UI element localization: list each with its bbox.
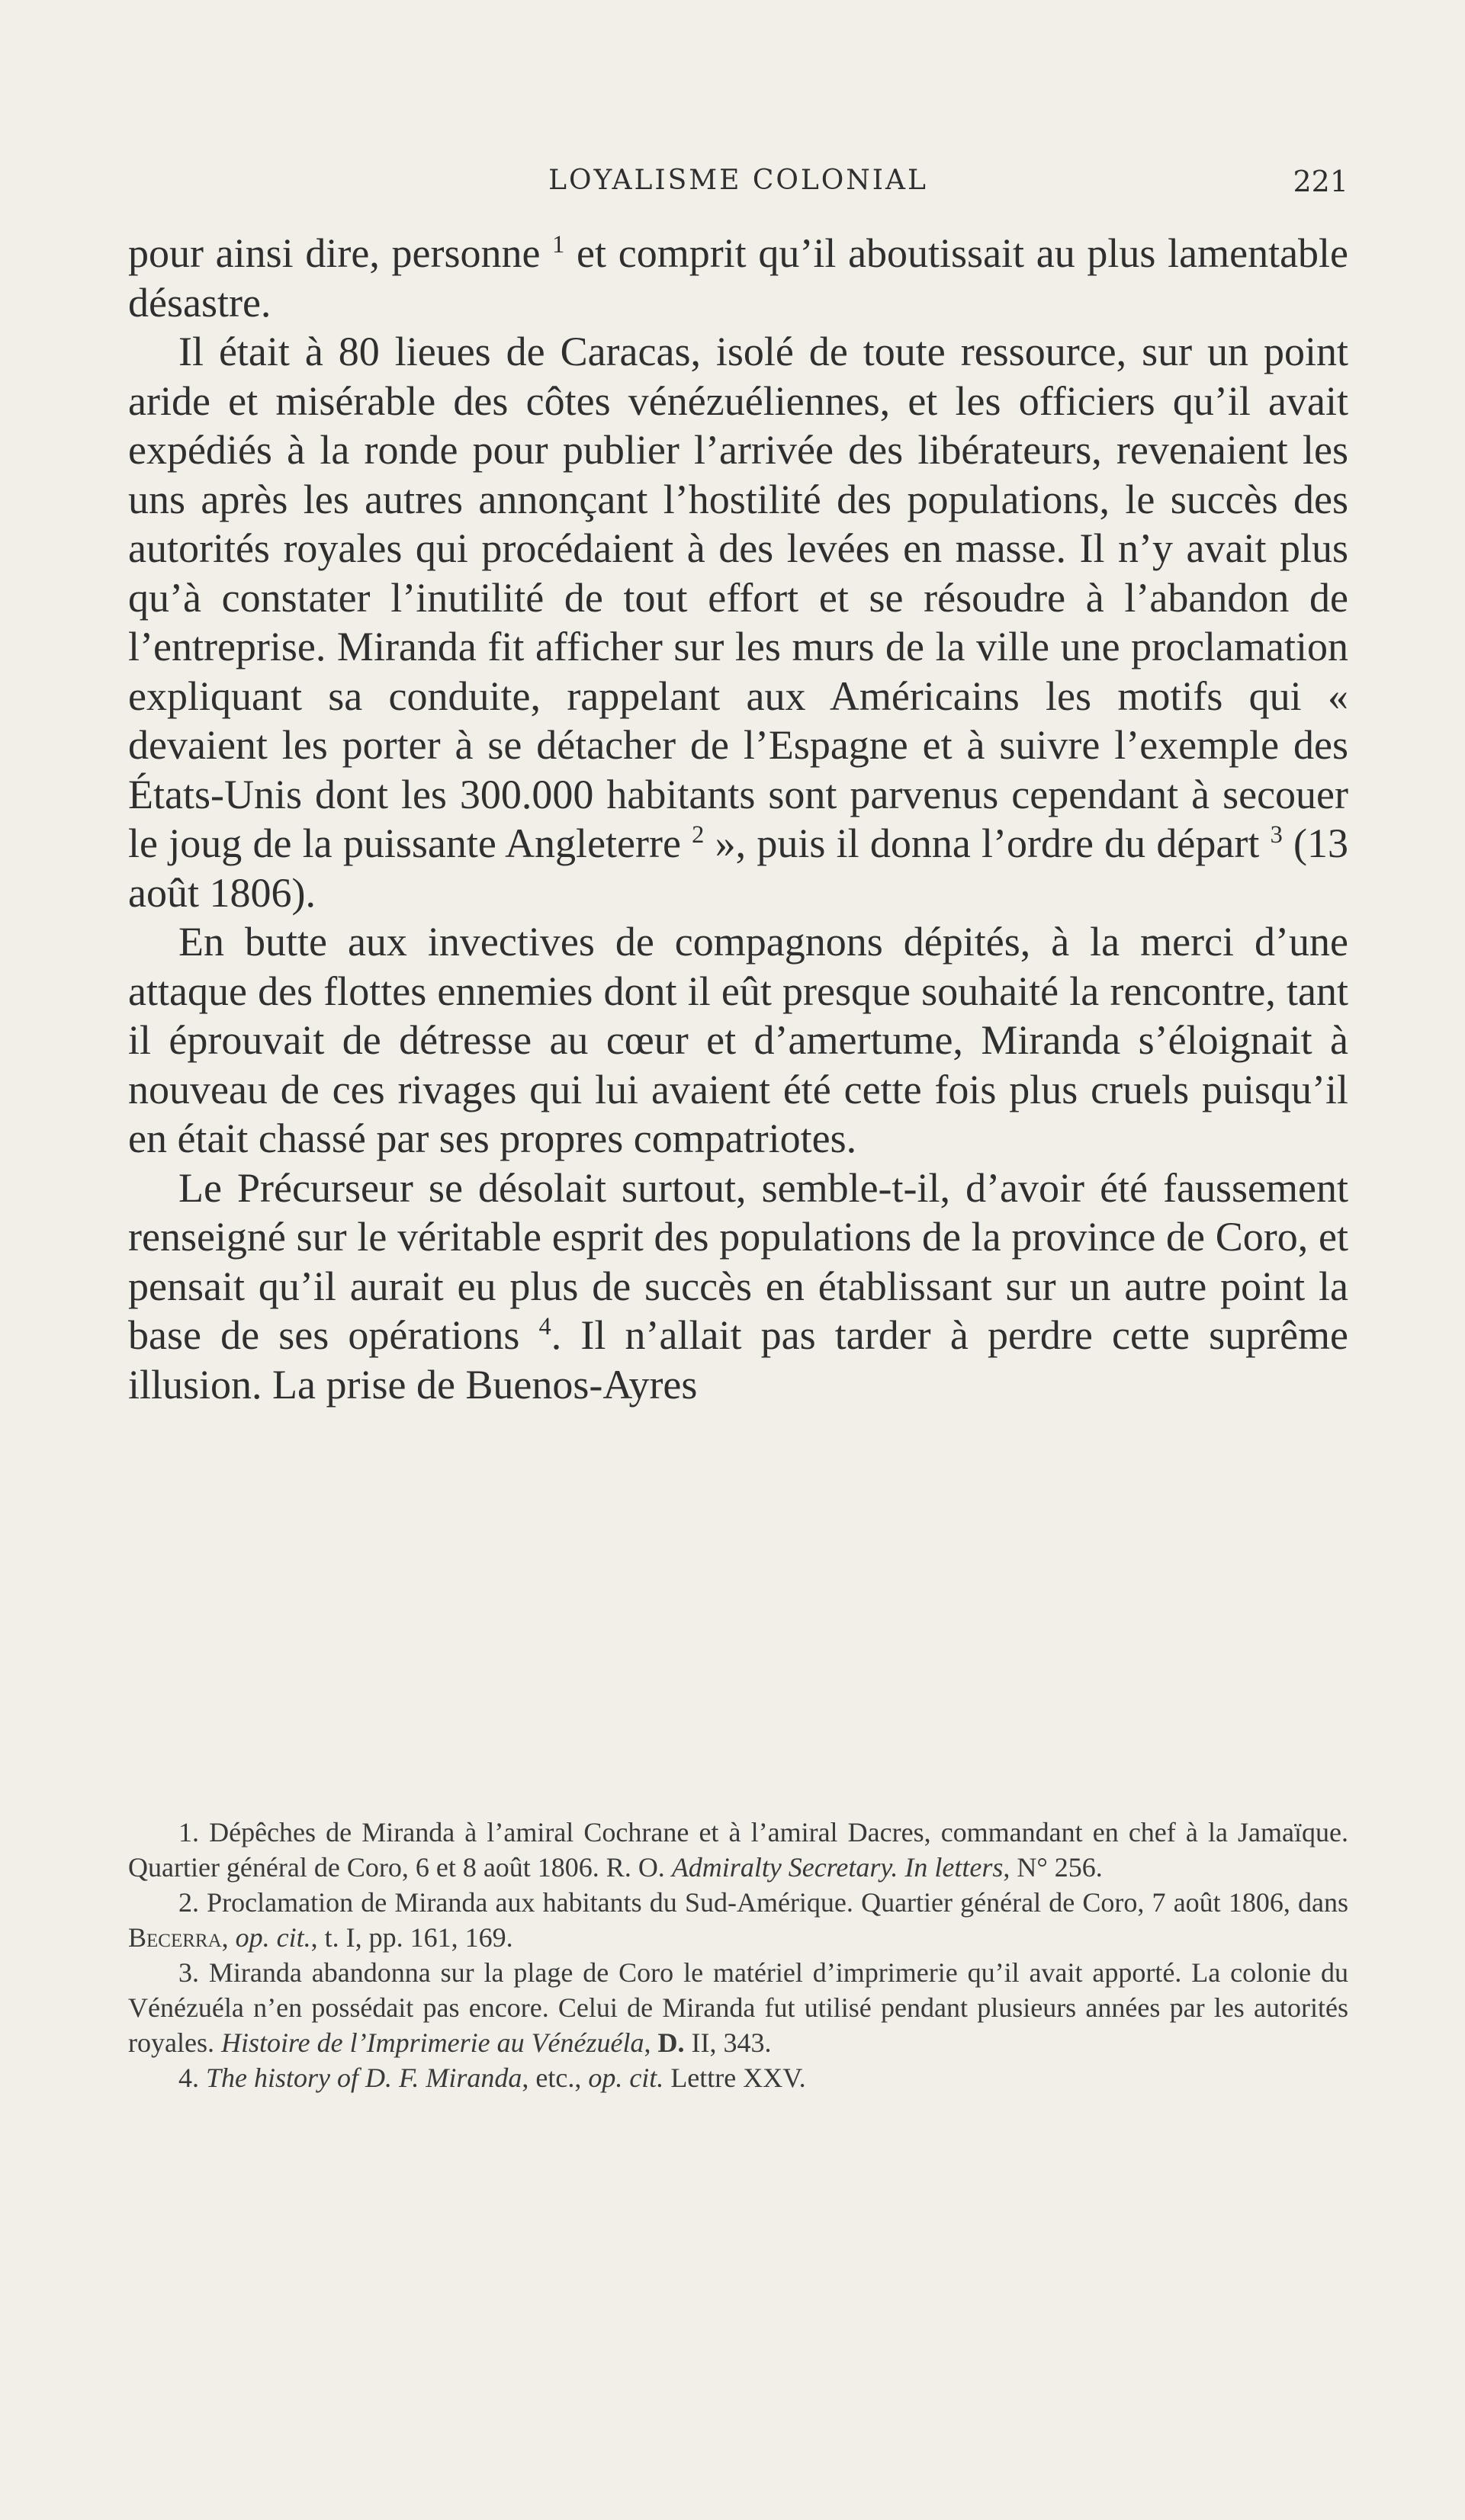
- footnote-4: [128, 2060, 1348, 2095]
- p2-text-c: (13 août 1806).: [128, 820, 1348, 916]
- footnote-4-opcit: op. cit.: [588, 2063, 664, 2093]
- p4-text-a: Le Précurseur se désolait surtout, semble-t-il, d’avoir été faussement renseigné sur le véritable esprit des populations de la province de Coro, et pensait qu’il aurait eu plus de succès en établissant sur un autre point la base de ses opérations: [128, 1164, 1348, 1358]
- running-head: [128, 160, 1348, 206]
- footnote-2-end: , t. I, pp. 161, 169.: [310, 1922, 513, 1953]
- footnote-1-end: , N° 256.: [1003, 1852, 1103, 1883]
- footnote-1: [128, 1815, 1348, 1885]
- footnote-3-end: II, 343.: [684, 2027, 772, 2058]
- footnote-2-sep: ,: [221, 1922, 236, 1953]
- footnote-2-opcit: op. cit.: [235, 1922, 311, 1953]
- paragraph-3: En butte aux invectives de compagnons dépités, à la merci d’une attaque des flottes ennemies dont il eût presque souhaité la rencontre, tant il éprouvait de détresse au cœur et d’amertume, Miranda s’éloignait à nouveau de ces rivages qui lui avaient été cette fois plus cruels puisqu’il en était chassé par ses propres compatriotes.: [128, 919, 1348, 1161]
- footnote-2: [128, 1885, 1348, 1955]
- p2-text-a: Il était à 80 lieues de Caracas, isolé de toute ressource, sur un point aride et misérable des côtes vénézuéliennes, et les officiers qu’il avait expédiés à la ronde pour publier l’arrivée des libérateurs, revenaient les uns après les autres annonçant l’hostilité des populations, le succès des autorités royales qui procédaient à des levées en masse. Il n’y avait plus qu’à constater l’inutilité de tout effort et se résoudre à l’abandon de l’entreprise. Miranda fit afficher sur les murs de la ville une proclamation expliquant sa conduite, rappelant aux Américains les motifs qui « devaient les porter à se détacher de l’Espagne et à suivre l’exemple des États-Unis dont les 300.000 habitants sont parvenus cependant à secouer le joug de la puissante Angleterre: [128, 329, 1348, 866]
- footnote-3-volume: D.: [657, 2027, 685, 2058]
- footnote-1-text: 1. Dépêches de Miranda à l’amiral Cochrane et à l’amiral Dacres, commandant en chef à la Jamaïque. Quartier général de Coro, 6 et 8 août 1806. R. O.: [128, 1817, 1348, 1883]
- footnote-2-text: 2. Proclamation de Miranda aux habitants du Sud-Amérique. Quartier général de Coro, 7 août 1806, dans: [178, 1887, 1348, 1918]
- paragraph-1: [128, 229, 1348, 327]
- footnote-3: [128, 1955, 1348, 2060]
- footnote-1-source: Admiralty Secretary. In letters: [671, 1852, 1004, 1883]
- p1-text-b: et comprit qu’il aboutissait au plus lamentable désastre.: [128, 230, 1349, 326]
- footnote-ref-2: 2: [692, 821, 705, 849]
- running-title: LOYALISME COLONIAL: [548, 165, 928, 196]
- paragraph-4: [128, 1164, 1348, 1410]
- footnote-4-mid: , etc.,: [522, 2063, 589, 2093]
- p2-text-b: », puis il donna l’ordre du départ: [704, 820, 1260, 866]
- page-number: 221: [1293, 165, 1348, 198]
- p4-text-b: . Il n’allait pas tarder à perdre cette suprême illusion. La prise de Buenos-Ayres: [128, 1312, 1349, 1408]
- body-text: [128, 229, 1348, 1409]
- p1-text-a: pour ainsi dire, personne: [128, 230, 541, 276]
- paragraph-2: [128, 327, 1348, 917]
- footnote-ref-4: 4: [538, 1313, 551, 1340]
- footnote-3-sep: ,: [644, 2027, 658, 2058]
- footnote-4-end: Lettre XXV.: [663, 2063, 806, 2093]
- footnote-ref-3: 3: [1270, 821, 1283, 849]
- footnote-4-num: 4.: [178, 2063, 206, 2093]
- footnotes: [128, 1815, 1348, 2095]
- footnote-ref-1: 1: [552, 231, 565, 258]
- footnote-2-author: Becerra: [128, 1922, 222, 1953]
- footnote-3-text: 3. Miranda abandonna sur la plage de Coro le matériel d’imprimerie qu’il avait apporté. La colonie du Vénézuéla n’en possédait pas encore. Celui de Miranda fut utilisé pendant plusieurs années par les autorités royales.: [128, 1957, 1348, 2058]
- footnote-4-source: The history of D. F. Miranda: [206, 2063, 522, 2093]
- footnote-3-source: Histoire de l’Imprimerie au Vénézuéla: [220, 2027, 644, 2058]
